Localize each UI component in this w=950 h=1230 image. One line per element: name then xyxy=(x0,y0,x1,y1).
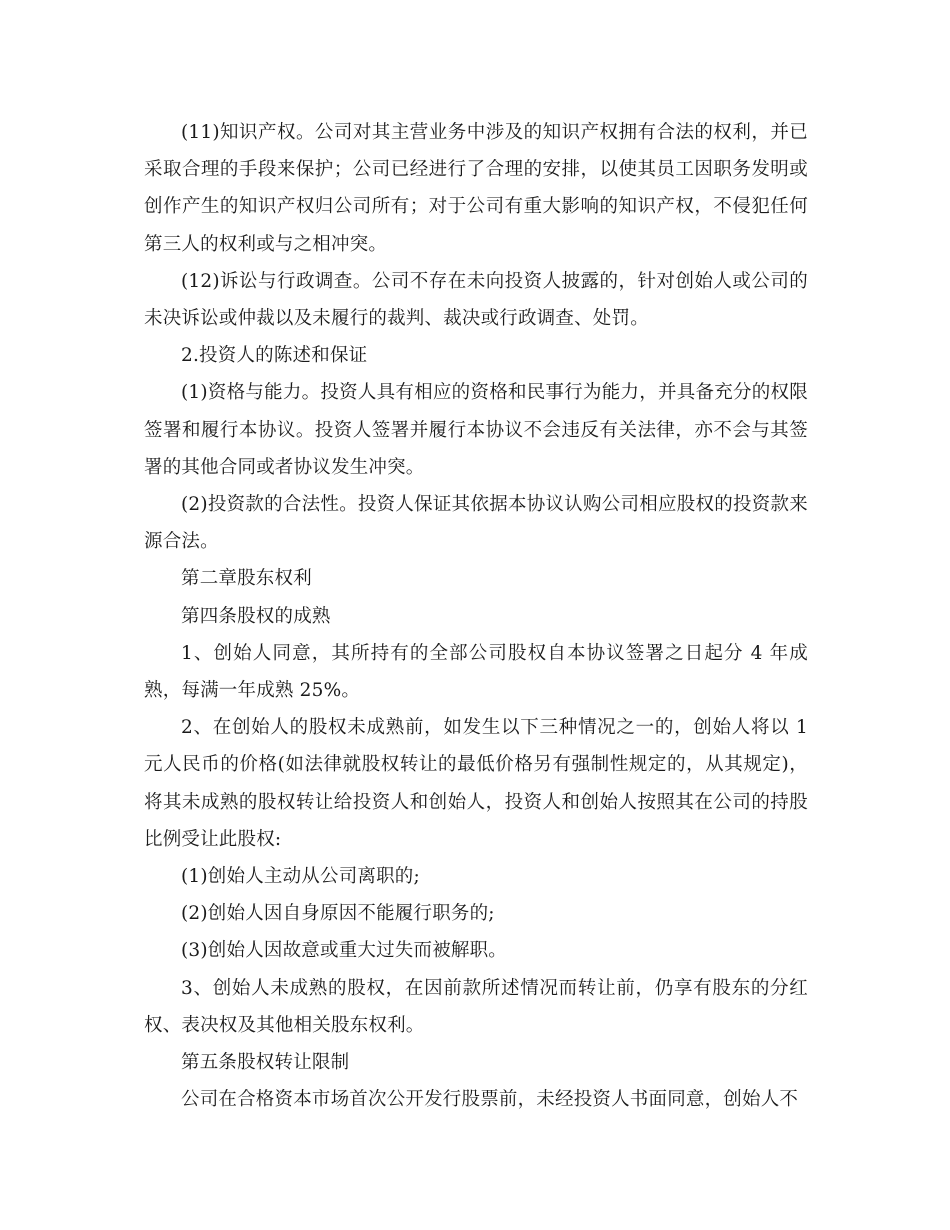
list-item-voluntary-leave: (1)创始人主动从公司离职的; xyxy=(181,866,420,888)
heading-chapter-two: 第二章股东权利 xyxy=(181,568,312,590)
paragraph-unvested-rights: 3、创始人未成熟的股权，在因前款所述情况而转让前，仍享有股东的分红权、表决权及其他相关股东权利。 xyxy=(144,977,808,1036)
heading-investor-representations: 2.投资人的陈述和保证 xyxy=(181,345,368,367)
paragraph-intellectual-property: (11)知识产权。公司对其主营业务中涉及的知识产权拥有合法的权利，并已采取合理的手段来保护；公司已经进行了合理的安排，以使其员工因职务发明或创作产生的知识产权归公司所有；对于公司有重大影响的知识产权，不侵犯任何第三人的权利或与之相冲突。 xyxy=(144,122,808,255)
paragraph-investment-legality: (2)投资款的合法性。投资人保证其依据本协议认购公司相应股权的投资款来源合法。 xyxy=(144,494,808,553)
paragraph-litigation: (12)诉讼与行政调查。公司不存在未向投资人披露的，针对创始人或公司的未决诉讼或仲裁以及未履行的裁判、裁决或行政调查、处罚。 xyxy=(144,270,808,330)
paragraph-transfer-restriction: 公司在合格资本市场首次公开发行股票前，未经投资人书面同意，创始人不 xyxy=(181,1089,799,1111)
paragraph-qualification: (1)资格与能力。投资人具有相应的资格和民事行为能力，并具备充分的权限签署和履行本协议。投资人签署并履行本协议不会违反有关法律，亦不会与其签署的其他合同或者协议发生冲突。 xyxy=(144,382,808,478)
heading-article-four: 第四条股权的成熟 xyxy=(181,605,331,627)
document-body xyxy=(144,114,808,1118)
paragraph-vesting-schedule: 1、创始人同意，其所持有的全部公司股权自本协议签署之日起分 4 年成熟，每满一年成熟 25%。 xyxy=(144,642,808,702)
list-item-unable-to-perform: (2)创始人因自身原因不能履行职务的; xyxy=(181,903,495,925)
list-item-dismissal: (3)创始人因故意或重大过失而被解职。 xyxy=(181,940,508,962)
heading-article-five: 第五条股权转让限制 xyxy=(181,1052,350,1074)
paragraph-unvested-transfer: 2、在创始人的股权未成熟前，如发生以下三种情况之一的，创始人将以 1 元人民币的价格(如法律就股权转让的最低价格另有强制性规定的，从其规定)，将其未成熟的股权转让给投资人和创始人，投资人和创始人按照其在公司的持股比例受让此股权: xyxy=(144,717,808,850)
